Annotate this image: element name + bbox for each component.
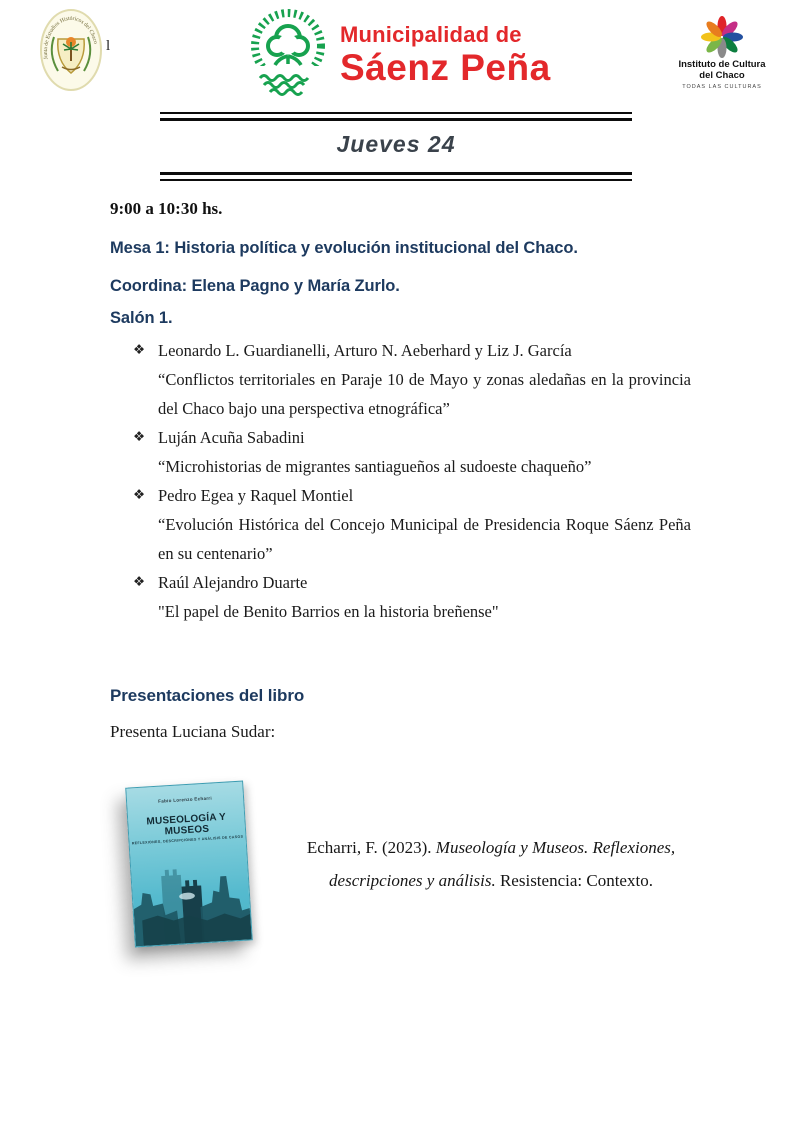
separator-bottom <box>160 172 632 181</box>
mesa-heading: Mesa 1: Historia política y evolución institucional del Chaco. <box>110 239 578 257</box>
talk-title: “Conflictos territoriales en Paraje 10 de Mayo y zonas aledañas en la provincia del Chaco bajo una perspectiva etnográfica” <box>158 370 691 418</box>
institute-name-line1: Instituto de Cultura <box>678 59 766 70</box>
citation-author-year: Echarri, F. (2023). <box>306 838 436 857</box>
book-cover-image <box>125 781 253 948</box>
book-cover-title: MUSEOLOGÍA Y MUSEOS <box>146 811 227 838</box>
coordinator-heading: Coordina: Elena Pagno y María Zurlo. <box>110 277 400 295</box>
municipality-name-line1: Municipalidad de <box>340 22 522 47</box>
day-title: Jueves 24 <box>336 131 456 157</box>
talk-authors: Leonardo L. Guardianelli, Arturo N. Aeberhard y Liz J. García <box>158 341 572 360</box>
room-heading: Salón 1. <box>110 309 173 327</box>
bullet-diamond-icon: ❖ <box>133 487 146 503</box>
culture-flower-icon <box>699 14 745 60</box>
presenter-line: Presenta Luciana Sudar: <box>110 722 276 741</box>
citation-title-italic: Museología y Museos. Reflexiones, descripciones y análisis. <box>329 838 676 890</box>
book-section-heading: Presentaciones del libro <box>110 686 305 705</box>
municipality-logo <box>248 8 551 96</box>
bullet-diamond-icon: ❖ <box>133 574 146 590</box>
cotton-emblem-icon <box>248 8 328 96</box>
talk-title: “Microhistorias de migrantes santiagueños al sudoeste chaqueño” <box>158 457 592 476</box>
talk-authors: Luján Acuña Sabadini <box>158 428 305 447</box>
book-cover-subtitle: REFLEXIONES, DESCRIPCIONES Y ANÁLISIS DE CASOS <box>131 834 244 846</box>
institute-tagline: TODAS LAS CULTURAS <box>682 83 762 90</box>
talk-list <box>133 336 691 626</box>
svg-text:Junta de Estudios Históricos d: Junta de Estudios Históricos del Chaco <box>42 15 99 60</box>
list-item <box>133 423 691 481</box>
bullet-diamond-icon: ❖ <box>133 429 146 445</box>
stray-character: l <box>106 38 111 54</box>
instituto-cultura-logo <box>668 14 776 90</box>
list-item <box>133 568 691 626</box>
institute-name-line2: del Chaco <box>699 69 745 81</box>
junta-historica-seal-logo <box>40 9 102 91</box>
book-citation <box>295 831 687 897</box>
session-time: 9:00 a 10:30 hs. <box>110 199 223 218</box>
talk-title: "El papel de Benito Barrios en la historia breñense" <box>158 602 499 621</box>
separator-top <box>160 112 632 121</box>
citation-publisher: Resistencia: Contexto. <box>495 871 653 890</box>
list-item <box>133 481 691 568</box>
talk-authors: Pedro Egea y Raquel Montiel <box>158 486 354 505</box>
seal-icon <box>40 9 102 91</box>
talk-title: “Evolución Histórica del Concejo Municipal de Presidencia Roque Sáenz Peña en su centenario” <box>158 515 691 563</box>
book-cover-author: Fabio Lorenzo Echarri <box>158 795 213 804</box>
bullet-diamond-icon: ❖ <box>133 342 146 358</box>
list-item <box>133 336 691 423</box>
municipality-name-line2: Sáenz Peña <box>340 47 551 88</box>
ruins-artwork-icon <box>130 842 252 947</box>
talk-authors: Raúl Alejandro Duarte <box>158 573 308 592</box>
